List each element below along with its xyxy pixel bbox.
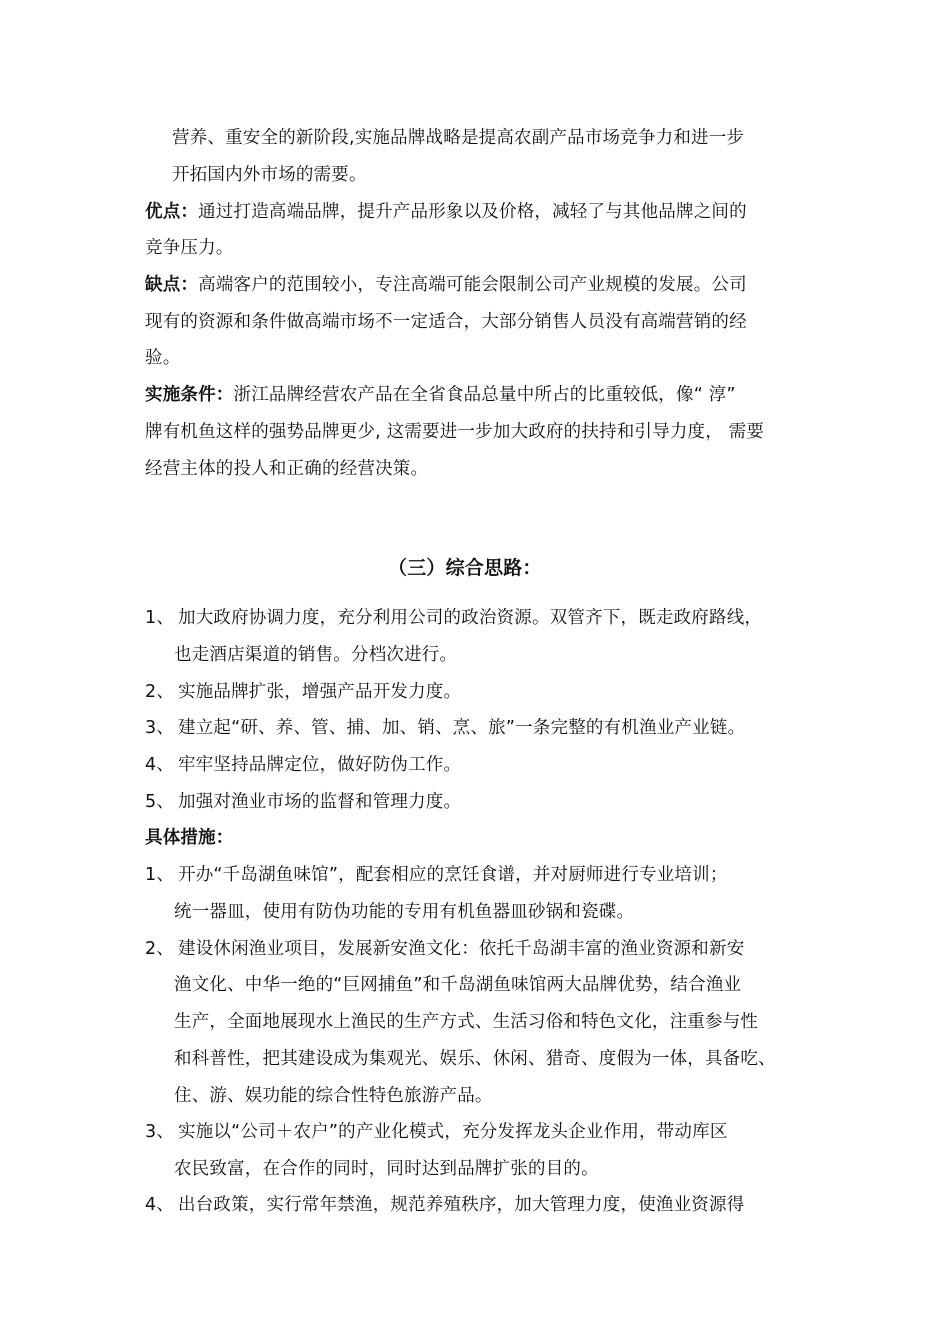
intro-line-1: 营养、重安全的新阶段,实施品牌战略是提高农副产品市场竞争力和进一步 <box>172 128 745 148</box>
measure-text: 建设休闲渔业项目，发展新安渔文化：依托千岛湖丰富的渔业资源和新安 <box>178 939 745 959</box>
cons-text: 高端客户的范围较小，专注高端可能会限制公司产业规模的发展。公司 <box>198 275 747 295</box>
pros-paragraph <box>145 200 747 224</box>
measure-item-2-line-2: 渔文化、中华一绝的“巨网捕鱼”和千岛湖鱼味馆两大品牌优势，结合渔业 <box>174 975 742 995</box>
idea-number: 2、 <box>145 682 175 702</box>
idea-item-5 <box>145 790 461 814</box>
cons-line-2: 现有的资源和条件做高端市场不一定适合，大部分销售人员没有高端营销的经 <box>145 312 747 332</box>
measure-number: 1、 <box>145 865 175 885</box>
conditions-line-2: 牌有机鱼这样的强势品牌更少, 这需要进一步加大政府的扶持和引导力度， 需要 <box>145 422 765 442</box>
idea-item-4 <box>145 753 461 777</box>
cons-paragraph <box>145 273 747 297</box>
idea-number: 5、 <box>145 792 175 812</box>
idea-text: 加强对渔业市场的监督和管理力度。 <box>178 792 462 812</box>
measure-number: 4、 <box>145 1195 175 1215</box>
idea-number: 4、 <box>145 755 175 775</box>
idea-number: 3、 <box>145 718 175 738</box>
idea-text: 牢牢坚持品牌定位，做好防伪工作。 <box>178 755 462 775</box>
measures-title: 具体措施： <box>145 828 234 848</box>
measure-text: 出台政策，实行常年禁渔，规范养殖秩序，加大管理力度，使渔业资源得 <box>178 1195 745 1215</box>
idea-number: 1、 <box>145 608 175 628</box>
idea-text: 加大政府协调力度，充分利用公司的政治资源。双管齐下，既走政府路线， <box>178 608 763 628</box>
idea-item-1-line-2: 也走酒店渠道的销售。分档次进行。 <box>174 645 458 665</box>
measure-item-2-line-3: 生产，全面地展现水上渔民的生产方式、生活习俗和特色文化，注重参与性 <box>174 1012 759 1032</box>
pros-label: 优点： <box>145 202 199 222</box>
measure-item-3-line-2: 农民致富，在合作的同时，同时达到品牌扩张的目的。 <box>174 1159 599 1179</box>
measure-item-3 <box>145 1120 728 1144</box>
pros-text: 通过打造高端品牌，提升产品形象以及价格，减轻了与其他品牌之间的 <box>198 202 747 222</box>
idea-item-1 <box>145 606 762 630</box>
conditions-line-3: 经营主体的投人和正确的经营决策。 <box>145 459 429 479</box>
conditions-text: 浙江品牌经营农产品在全省食品总量中所占的比重较低，像“ 淳” <box>233 385 736 405</box>
measure-text: 开办“千岛湖鱼味馆”，配套相应的烹饪食谱，并对厨师进行专业培训； <box>178 865 728 885</box>
cons-label: 缺点： <box>145 275 199 295</box>
measure-item-2-line-5: 住、游、娱功能的综合性特色旅游产品。 <box>174 1086 493 1106</box>
idea-text: 实施品牌扩张，增强产品开发力度。 <box>178 682 462 702</box>
measure-item-1 <box>145 863 728 887</box>
measure-item-1-line-2: 统一器皿，使用有防伪功能的专用有机鱼器皿砂锅和瓷碟。 <box>174 902 635 922</box>
measure-text: 实施以“公司＋农户”的产业化模式，充分发挥龙头企业作用，带动库区 <box>178 1122 728 1142</box>
cons-line-3: 验。 <box>145 348 181 368</box>
section-title: （三）综合思路： <box>388 557 542 579</box>
measure-item-2 <box>145 937 744 961</box>
measure-number: 3、 <box>145 1122 175 1142</box>
intro-line-2: 开拓国内外市场的需要。 <box>172 165 367 185</box>
idea-item-3 <box>145 716 745 740</box>
conditions-paragraph <box>145 383 736 407</box>
conditions-label: 实施条件： <box>145 385 234 405</box>
idea-text: 建立起“研、养、管、捕、加、销、烹、旅”一条完整的有机渔业产业链。 <box>178 718 746 738</box>
measure-number: 2、 <box>145 939 175 959</box>
measure-item-2-line-4: 和科普性，把其建设成为集观光、娱乐、休闲、猎奇、度假为一体，具备吃、 <box>174 1049 776 1069</box>
idea-item-2 <box>145 680 461 704</box>
pros-line-2: 竞争压力。 <box>145 238 234 258</box>
measure-item-4 <box>145 1193 744 1217</box>
